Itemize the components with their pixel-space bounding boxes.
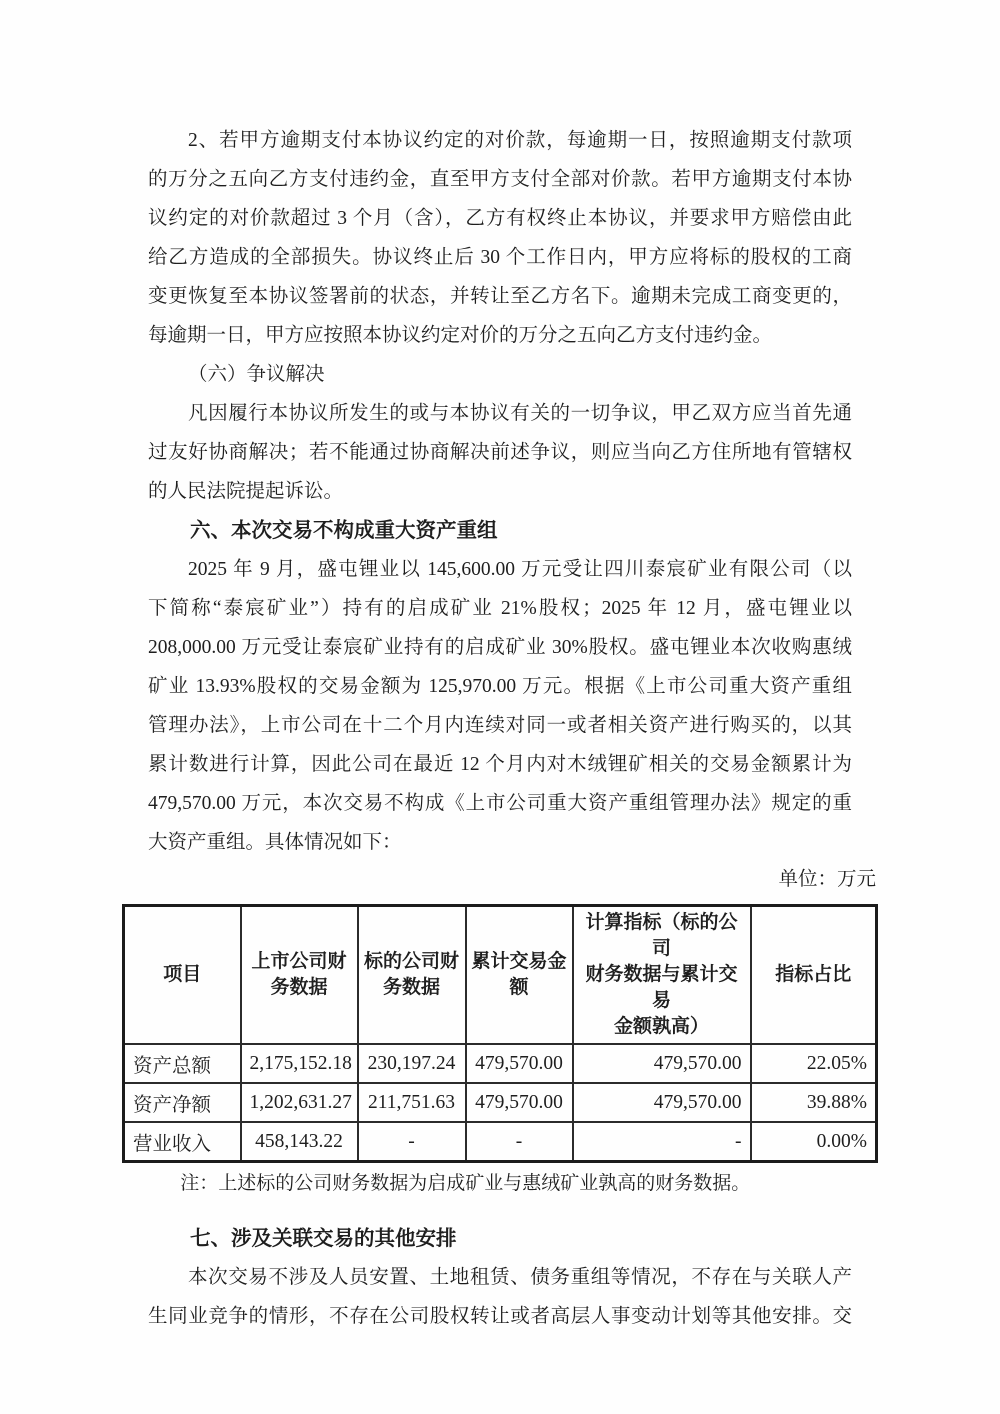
- clause-dispute-resolution: [148, 394, 852, 511]
- paragraph-line: 大资产重组。具体情况如下：: [148, 832, 402, 853]
- paragraph-line: 累计数进行计算，因此公司在最近 12 个月内对木绒锂矿相关的交易金额累计为: [148, 754, 852, 775]
- table-header-line: 金额孰高）: [613, 1016, 709, 1037]
- table-header-line: 务数据: [270, 977, 328, 998]
- table-cell: 479,570.00: [466, 1044, 573, 1083]
- table-note: 注：上述标的公司财务数据为启成矿业与惠绒矿业孰高的财务数据。: [180, 1173, 751, 1194]
- table-cell: 1,202,631.27: [241, 1083, 358, 1122]
- table-header-cell: [124, 906, 241, 1045]
- table-header-cell: [241, 906, 358, 1045]
- table-unit-label: 单位：万元: [778, 869, 876, 890]
- table-cell: 39.88%: [751, 1083, 877, 1122]
- paragraph-line: 每逾期一日，甲方应按照本协议约定对价的万分之五向乙方支付违约金。: [148, 325, 773, 346]
- table-cell: -: [573, 1122, 751, 1162]
- paragraph-line: 本次交易不涉及人员安置、土地租赁、债务重组等情况，不存在与关联人产: [187, 1267, 852, 1288]
- paragraph-line: 过友好协商解决；若不能通过协商解决前述争议，则应当向乙方住所地有管辖权: [148, 442, 852, 463]
- table-cell: -: [358, 1122, 466, 1162]
- table-cell: 479,570.00: [466, 1083, 573, 1122]
- table-cell: 211,751.63: [358, 1083, 466, 1122]
- para-cumulative-transaction-calculation: [148, 550, 852, 862]
- paragraph-line: 给乙方造成的全部损失。协议终止后 30 个工作日内，甲方应将标的股权的工商: [148, 247, 852, 268]
- table-header-line: 指标占比: [775, 964, 852, 985]
- table-cell: 2,175,152.18: [241, 1044, 358, 1083]
- paragraph-line: 矿业 13.93%股权的交易金额为 125,970.00 万元。根据《上市公司重大资产重组: [148, 676, 852, 697]
- table-header-line: 标的公司财: [363, 951, 459, 972]
- table-cell: 0.00%: [751, 1122, 877, 1162]
- table-row: [124, 1122, 877, 1162]
- table-header-cell: [573, 906, 751, 1045]
- table-header-line: 项目: [163, 964, 202, 985]
- paragraph-line: 2025 年 9 月，盛屯锂业以 145,600.00 万元受让四川泰宸矿业有限公司（以: [187, 559, 852, 580]
- table-header-line: 累计交易金: [471, 951, 567, 972]
- table-header-line: 额: [509, 977, 529, 998]
- table-cell: 22.05%: [751, 1044, 877, 1083]
- financial-comparison-table: [122, 904, 876, 1163]
- para-other-arrangements: [148, 1258, 852, 1336]
- table-header-line: 上市公司财: [251, 951, 347, 972]
- paragraph-line: 的万分之五向乙方支付违约金，直至甲方支付全部对价款。若甲方逾期支付本协: [148, 169, 852, 190]
- table-cell: 营业收入: [124, 1122, 241, 1162]
- table-row: [124, 1083, 877, 1122]
- paragraph-line: 生同业竞争的情形，不存在公司股权转让或者高层人事变动计划等其他安排。交: [148, 1306, 852, 1327]
- paragraph-line: 议约定的对价款超过 3 个月（含），乙方有权终止本协议，并要求甲方赔偿由此: [148, 208, 852, 229]
- table-header-cell: [751, 906, 877, 1045]
- table-header-cell: [466, 906, 573, 1045]
- table-header-row: [124, 906, 877, 1045]
- financial-table: [122, 904, 878, 1163]
- paragraph-line: （六）争议解决: [187, 364, 325, 385]
- table-cell: 458,143.22: [241, 1122, 358, 1162]
- table-cell: 资产总额: [124, 1044, 241, 1083]
- paragraph-line: 下简称“泰宸矿业”）持有的启成矿业 21%股权；2025 年 12 月，盛屯锂业以: [148, 598, 852, 619]
- paragraph-line: 208,000.00 万元受让泰宸矿业持有的启成矿业 30%股权。盛屯锂业本次收购惠绒: [148, 637, 852, 658]
- subheading-dispute-resolution: [148, 355, 852, 394]
- paragraph-line: 479,570.00 万元，本次交易不构成《上市公司重大资产重组管理办法》规定的重: [148, 793, 852, 814]
- clause-overdue-payment: [148, 121, 852, 355]
- paragraph-line: 凡因履行本协议所发生的或与本协议有关的一切争议，甲乙双方应当首先通: [187, 403, 852, 424]
- table-cell: 479,570.00: [573, 1044, 751, 1083]
- heading-no-major-asset-restructuring: 六、本次交易不构成重大资产重组: [190, 519, 498, 542]
- table-header-line: 务数据: [382, 977, 440, 998]
- table-cell: 230,197.24: [358, 1044, 466, 1083]
- paragraph-line: 管理办法》，上市公司在十二个月内连续对同一或者相关资产进行购买的，以其: [148, 715, 852, 736]
- table-cell: 479,570.00: [573, 1083, 751, 1122]
- table-cell: 资产净额: [124, 1083, 241, 1122]
- table-header-line: 财务数据与累计交易: [585, 964, 738, 1011]
- table-header-cell: [358, 906, 466, 1045]
- paragraph-line: 的人民法院提起诉讼。: [148, 481, 344, 502]
- paragraph-line: 变更恢复至本协议签署前的状态，并转让至乙方名下。逾期未完成工商变更的，: [148, 286, 852, 307]
- table-row: [124, 1044, 877, 1083]
- table-cell: -: [466, 1122, 573, 1162]
- paragraph-line: 2、若甲方逾期支付本协议约定的对价款，每逾期一日，按照逾期支付款项: [187, 130, 852, 151]
- table-header-line: 计算指标（标的公司: [585, 912, 738, 959]
- heading-related-party-arrangements: 七、涉及关联交易的其他安排: [190, 1227, 457, 1250]
